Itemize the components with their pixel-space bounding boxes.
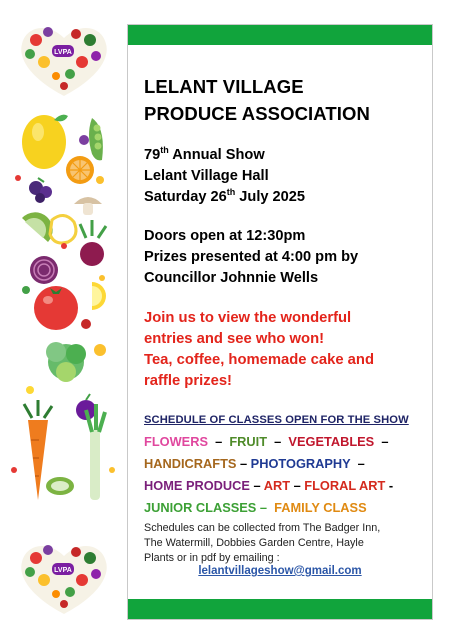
pea-pod-icon: [89, 118, 103, 160]
doors-open: Doors open at 12:30pm: [144, 228, 306, 244]
logo-text-bottom: LVPA: [54, 567, 72, 574]
class-flowers: FLOWERS: [144, 434, 208, 449]
mushroom-icon: [74, 197, 102, 215]
collection-note: [144, 521, 422, 566]
class-floral-art: FLORAL ART: [304, 478, 386, 493]
class-dash: –: [357, 456, 365, 471]
invite-line-2: entries and see who won!: [144, 331, 325, 347]
class-dash: –: [293, 478, 301, 493]
venue: Lelant Village Hall: [144, 168, 269, 184]
class-list: [144, 431, 422, 519]
cucumber-icon: [46, 477, 74, 495]
lettuce-icon: [46, 342, 86, 382]
class-dash: –: [274, 434, 282, 449]
class-row-4: [144, 497, 422, 519]
class-row-1: [144, 431, 422, 453]
logo-text: LVPA: [54, 49, 72, 56]
tomato-icon: [34, 286, 78, 330]
orange-slice-icon: [66, 156, 94, 184]
show-number: 79: [144, 147, 161, 163]
class-trailing-dash: -: [388, 478, 394, 493]
class-home-produce: HOME PRODUCE: [144, 478, 250, 493]
leek-icon: [86, 404, 105, 500]
class-junior: JUNIOR CLASSES: [144, 500, 257, 515]
lime-slice-icon: [22, 212, 53, 242]
prizes-time: Prizes presented at 4:00 pm by: [144, 249, 359, 265]
lemon-icon: [22, 115, 68, 169]
note-line-2: The Watermill, Dobbies Garden Centre, Hayle: [144, 537, 364, 549]
produce-heart-bottom-icon: [21, 545, 106, 614]
show-name: [144, 145, 422, 166]
invite-line-1: Join us to view the wonderful: [144, 310, 352, 326]
poster-title: [144, 73, 422, 127]
poster-panel: [127, 24, 433, 620]
class-dash: –: [381, 434, 389, 449]
class-row-2: [144, 453, 422, 475]
email-link[interactable]: lelantvillageshow@gmail.com: [198, 565, 362, 577]
date-suffix: th: [226, 187, 236, 198]
invite-line-3: Tea, coffee, homemade cake and: [144, 352, 374, 368]
class-photography: PHOTOGRAPHY: [250, 456, 351, 471]
class-vegetables: VEGETABLES: [288, 434, 375, 449]
note-line-1: Schedules can be collected from The Badger Inn,: [144, 522, 381, 534]
top-green-bar: [128, 25, 432, 45]
produce-illustration-column: [0, 0, 126, 640]
blackberry-icon: [29, 178, 52, 203]
class-dash: –: [239, 456, 248, 471]
event-details: [144, 145, 422, 208]
timings: [144, 226, 422, 289]
schedule-heading: SCHEDULE OF CLASSES OPEN FOR THE SHOW: [144, 414, 409, 426]
produce-heart-top-icon: [21, 27, 106, 96]
note-line-3: Plants or in pdf by emailing :: [144, 552, 280, 564]
red-onion-icon: [30, 256, 58, 284]
lemon-slice-icon: [92, 282, 106, 310]
presenter: Councillor Johnnie Wells: [144, 270, 319, 286]
invitation: [144, 308, 422, 392]
show-suffix: th: [160, 145, 169, 156]
invite-line-4: raffle prizes!: [144, 373, 232, 389]
show-label: Annual Show: [168, 147, 265, 163]
title-line-1: LELANT VILLAGE: [144, 76, 304, 97]
poster-content: [144, 73, 422, 566]
class-family: FAMILY CLASS: [274, 500, 367, 515]
bottom-green-bar: [128, 599, 432, 619]
class-dash: –: [259, 500, 268, 515]
date-rest: July 2025: [235, 189, 306, 205]
class-handicrafts: HANDICRAFTS: [144, 456, 237, 471]
date-prefix: Saturday 26: [144, 189, 227, 205]
class-dash: –: [253, 478, 261, 493]
class-art: ART: [263, 478, 291, 493]
title-line-2: PRODUCE ASSOCIATION: [144, 103, 370, 124]
class-dash: –: [215, 434, 223, 449]
class-fruit: FRUIT: [229, 434, 268, 449]
pepper-ring-icon: [50, 215, 76, 243]
event-date: [144, 187, 422, 208]
class-row-3: [144, 475, 422, 497]
beetroot-icon: [80, 220, 106, 266]
